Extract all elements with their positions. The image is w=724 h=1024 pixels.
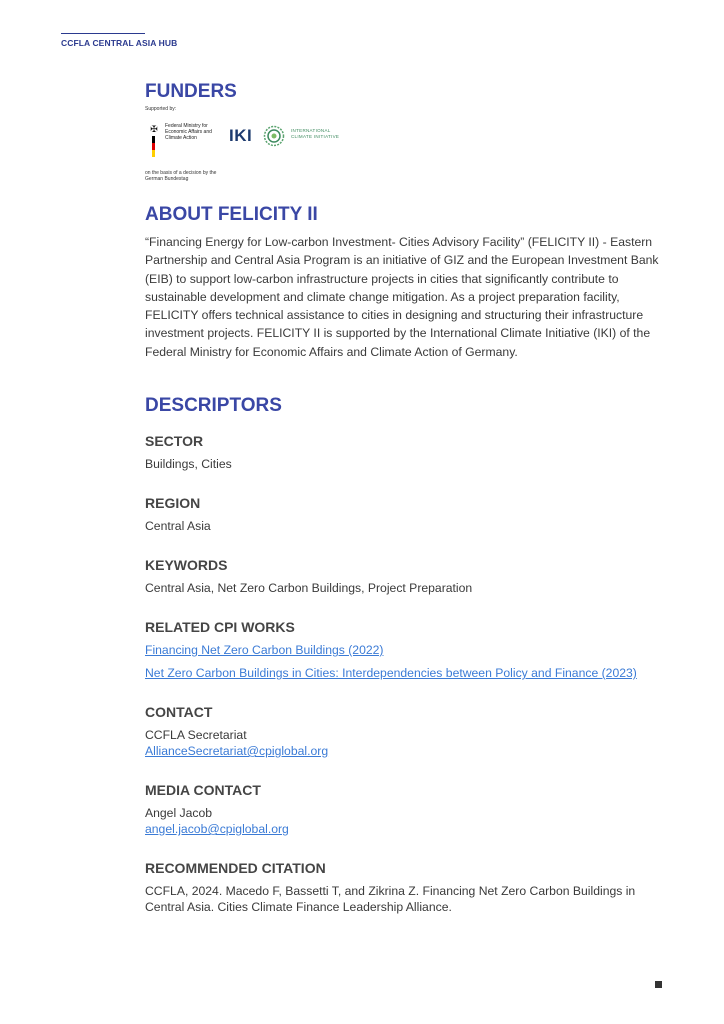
eagle-icon: ✠ — [150, 124, 158, 134]
sector-value: Buildings, Cities — [145, 457, 232, 472]
contact-name: CCFLA Secretariat — [145, 728, 247, 743]
related-work-link[interactable]: Net Zero Carbon Buildings in Cities: Interdependencies between Policy and Finance (2023) — [145, 666, 637, 681]
contact-label: CONTACT — [145, 704, 213, 721]
keywords-value: Central Asia, Net Zero Carbon Buildings, Project Preparation — [145, 581, 473, 596]
descriptors-title: DESCRIPTORS — [145, 395, 282, 417]
supported-by-label: Supported by: — [145, 106, 177, 112]
iki-circle-icon — [263, 125, 285, 147]
sector-label: SECTOR — [145, 433, 204, 450]
keywords-label: KEYWORDS — [145, 557, 228, 574]
about-title: ABOUT FELICITY II — [145, 204, 318, 225]
flag-stripe-red — [152, 143, 155, 150]
page-content — [145, 80, 665, 915]
iki-text: INTERNATIONAL CLIMATE INITIATIVE — [291, 128, 340, 139]
citation-label: RECOMMENDED CITATION — [145, 860, 326, 877]
region-value: Central Asia — [145, 519, 211, 534]
contact-email-link[interactable]: AllianceSecretariat@cpiglobal.org — [145, 744, 329, 759]
related-works-label: RELATED CPI WORKS — [145, 619, 295, 636]
flag-stripe-gold — [152, 150, 155, 157]
funders-logos — [145, 106, 665, 196]
flag-stripe-black — [152, 136, 155, 143]
page-marker — [655, 981, 662, 988]
media-contact-email-link[interactable]: angel.jacob@cpiglobal.org — [145, 822, 289, 837]
region-label: REGION — [145, 495, 201, 512]
german-eagle-logo — [148, 124, 160, 158]
about-paragraph: “Financing Energy for Low-carbon Investment- Cities Advisory Facility” (FELICITY II) - Eastern Partnership and Central Asia Program is an initiative of GIZ and the European Investment Bank (EIB) to support low-carbon infrastructure projects in cities that significantly contribute to sustainable development and climate change mitigation. As a project preparation facility, FELICITY offers technical assistance to cities in designing and structuring their infrastructure investment projects. FELICITY II is supported by the International Climate Initiative (IKI) of the Federal Ministry for Economic Affairs and Climate Action of Germany. — [145, 235, 659, 359]
citation-text: CCFLA, 2024. Macedo F, Bassetti T, and Zikrina Z. Financing Net Zero Carbon Buildings in Central Asia. Cities Climate Finance Leadership Alliance. — [145, 884, 636, 915]
bundestag-decision-text: on the basis of a decision by the German Bundestag — [145, 170, 217, 182]
ministry-name: Federal Ministry for Economic Affairs and Climate Action — [165, 123, 212, 141]
funders-title: FUNDERS — [145, 81, 237, 102]
hub-label: CCFLA CENTRAL ASIA HUB — [61, 38, 178, 48]
media-contact-label: MEDIA CONTACT — [145, 782, 261, 799]
iki-logo: IKI — [229, 126, 253, 145]
media-contact-name: Angel Jacob — [145, 806, 213, 821]
related-work-link[interactable]: Financing Net Zero Carbon Buildings (2022) — [145, 643, 384, 658]
header-rule — [61, 33, 145, 34]
